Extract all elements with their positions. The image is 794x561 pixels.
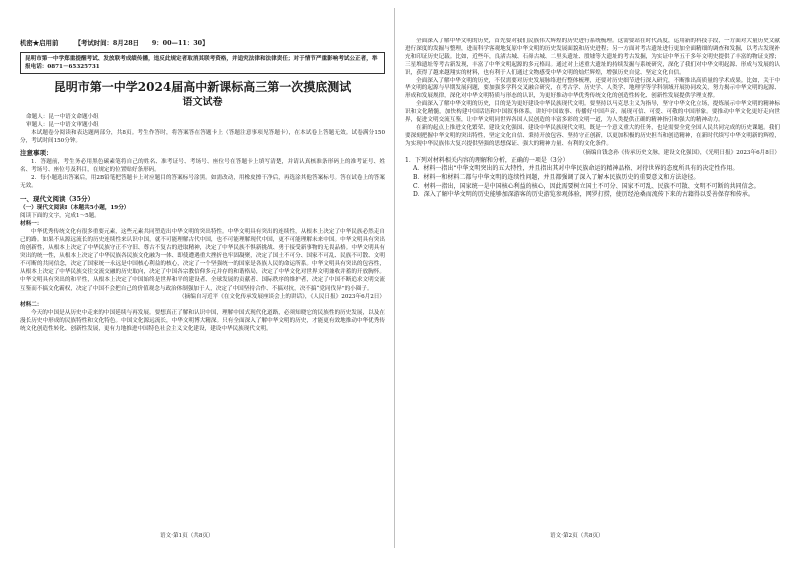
integrity-notice: 昆明市第一中学郑重提醒考试、发放联考成绩传播，违反此规定者取消其联考资格，并追究法律和法律责任；对于情节严重影响考试公正者，举报电话：0871－65325731 xyxy=(20,52,385,74)
exam-meta xyxy=(20,113,385,145)
material-source: （摘编自钱念孙《传承历史文脉，建设文化强国》，《光明日报》2023年6月8日） xyxy=(579,149,780,156)
exam-time: 【考试时间：8月28日 9：00—11：30】 xyxy=(74,39,209,47)
material-paragraph: 在新的起点上推进文化繁荣、建设文化强国、建设中华民族现代文明，既是一个意义重大的任务，也是需要全党全国人民共同完成的历史课题。我们要深刻把握中华文明的突出特性，坚定文化自信、秉持开放包容、坚持守正创新，以更加积极的历史担当和创造精神，在新时代续写中华文明新的辉煌，为实现中华民族伟大复兴提供坚强的思想保证、强大的精神力量、有利的文化条件。 xyxy=(405,124,780,147)
page-footer-right: 语文·第2页（共8页） xyxy=(550,533,604,539)
material-paragraph: 全面深入了解中华文明的历史，不仅需要对历史发展脉络进行整体梳理，还要对历史细节进行深入研究，不断推出高质量的学术成果。比如，关于中华文明的起源与早期发展问题，要加强多学科交叉融合研究，在考古学、历史学、人类学、地理学等学科领域开展协同攻关，努力揭示中华文明的起源、形成和发展规律，深化对中华文明特质与形态的认识，为更好推动中华优秀传统文化的创造性转化、创新性发展提供学理支撑。 xyxy=(405,77,780,100)
material-paragraph: 今天的中国是从历史中走来的中国延续与再发展。要想真正了解和认识中国，理解中国式现代化道路，必须知晓它的民族性的历史发展，以及在漫长历史中形成的民族特性和文化特色。中国文化源远流长，中华文明博大精深。只有全面深入了解中华文明的历史，才能更有效地推动中华优秀传统文化创造性转化、创新性发展，更有力地推进中国特色社会主义文化建设，建设中华民族现代文明。 xyxy=(20,309,385,332)
question-stem: 1．下列对材料相关内容的理解和分析，正确的一项是（3分） xyxy=(405,156,569,164)
section-heading: 一、现代文阅读（35分） xyxy=(20,194,95,203)
question-option: D．深入了解中华文明的历史能够加深游客的历史游览参观体验，网罗打捞，使历经沧桑而流传下来的古籍得以妥善保存和传承。 xyxy=(413,191,754,199)
question-option: B．材料一和材料二都与中华文明的连续性问题，并且都强调了深入了解本民族历史的重要意义和方法途径。 xyxy=(413,173,700,181)
material-paragraph: 中华优秀传统文化有很多重要元素，这些元素共同塑造出中华文明的突出特性。中华文明具有突出的连续性，从根本上决定了中华民族必然走自己的路。如果不从源远流长的历史连续性来认识中国，就不可能理解古代中国，也不可能理解现代中国，更不可能理解未来中国。中华文明具有突出的创新性，从根本上决定了中华民族守正不守旧、尊古不复古的进取精神，决定了中华民族不惧新挑战、勇于接受新事物的无畏品格。中华文明具有突出的统一性，从根本上决定了中华民族各民族文化融为一体、即使遭遇重大挫折也牢固凝聚，决定了国土不可分、国家不可乱、民族不可散、文明不可断的共同信念，决定了国家统一永远是中国核心利益的核心，决定了一个坚强统一的国家是各族人民的命运所系。中华文明具有突出的包容性，从根本上决定了中华民族交往交流交融的历史取向，决定了中国各宗教信仰多元并存的和谐格局，决定了中华文化对世界文明兼收并蓄的开放胸怀。中华文明具有突出的和平性，从根本上决定了中国始终是世界和平的建设者、全球发展的贡献者、国际秩序的维护者，决定了中国不断追求文明交流互鉴而不搞文化霸权，决定了中国不会把自己的价值观念与政治体制强加于人，决定了中国坚持合作、不搞对抗，决不搞“党同伐异”的小圈子。 xyxy=(20,228,385,292)
exam-title: 昆明市第一中学2024届高中新课标高三第一次摸底测试 xyxy=(53,80,352,94)
subsection-heading: （一）现代文阅读Ⅰ（本题共5小题，19分） xyxy=(20,204,130,211)
question-option: C．材料一指出，国家统一是中国核心利益的核心，因此需要树立国土不可分、国家不可乱、民族不可散、文明不可断的共同信念。 xyxy=(413,182,760,190)
question-option: A．材料一指出“中华文明突出的五大特性，并且指出其对中华民族命运的精神品格、对待世界的态度所具有的决定性作用。 xyxy=(413,165,739,173)
right-column xyxy=(405,38,780,526)
reading-instruction: 阅读下面的文字，完成1～5题。 xyxy=(20,212,100,219)
material-label: 材料一： xyxy=(20,220,43,227)
material-paragraph: 全面深入了解中华文明的历史，目的是为更好建设中华民族现代文明。要坚持以马克思主义为指导，坚守中华文化立场，提炼展示中华文明的精神标识和文化精髓，加快构建中国话语和中国叙事体系，讲好中国故事、传播好中国声音，展现可信、可爱、可敬的中国形象。要推动中华文化更好走向世界，促进文明交流互鉴，让中华文明同世界各国人民创造的丰富多彩的文明一道，为人类提供正确的精神指引和强大的精神动力。 xyxy=(405,101,780,124)
exam-subtitle: 语文试卷 xyxy=(182,97,223,108)
left-column xyxy=(20,0,385,333)
material-paragraph: 全面深入了解中华文明的历史，首先要对我们民族伟大辉煌的历史进行系统梳理。这需要站在时代高度，运用新的科技手段，一方面对大量历史文献进行深度的发掘与整理，进而科学客观地复原中华文明的历史发展面貌和历史进程；另一方面对考古遗址进行更加全面精细的调查和发掘，以考古发现补充和印证历史记载。比如，近些年，良渚古城、石峁古城、二里头遗址、殷墟等大遗址的考古发掘，为实证中华五千多年文明史提供了丰富的物证支撑；三星堆遗址等考古新发现，丰富了中华文明起源的多元格局。通过对上述重大遗址的持续发掘与系统研究，深化了我们对中华文明起源、形成与发展的认识，获得了越来越翔实的材料，也有利于人们通过文物感受中华文明的灿烂辉煌，增强历史自觉、坚定文化自信。 xyxy=(405,38,780,76)
note-item: 1．答题前，考生务必用黑色碳素笔将自己的姓名、准考证号、考场号、座位号在答题卡上填写清楚，并请认真核准条形码上的准考证号、姓名、考场号、座位号及科目，在规定的位置贴好条形码。 xyxy=(20,159,385,174)
material-label: 材料二： xyxy=(20,301,43,308)
author-line-1: 命题人：昆一中语文命题小组 xyxy=(26,114,99,120)
notes-heading: 注意事项： xyxy=(20,149,53,158)
exam-description: 本试题卷分阅读和表达题两部分，共8页。考生作答时，将答案答在答题卡上（答题注意事项见答题卡），在本试卷上答题无效。试卷满分150分，考试时间150分钟。 xyxy=(20,130,385,145)
page-footer-left: 语文·第1页（共8页） xyxy=(160,533,214,539)
author-line-2: 审题人：昆一中语文审题小组 xyxy=(26,122,99,128)
secret-label: 机密★启用前 xyxy=(20,39,59,47)
column-divider xyxy=(394,8,395,548)
note-item: 2．每小题选出答案后，用2B铅笔把答题卡上对应题目的答案标号涂黑。如需改动，用橡皮擦干净后，再选涂其他答案标号。答在试卷上的答案无效。 xyxy=(20,175,385,190)
material-source: （摘编自习近平《在文化传承发展座谈会上的讲话》，《人民日报》2023年6月2日） xyxy=(179,293,385,300)
exam-header-line xyxy=(20,38,385,47)
